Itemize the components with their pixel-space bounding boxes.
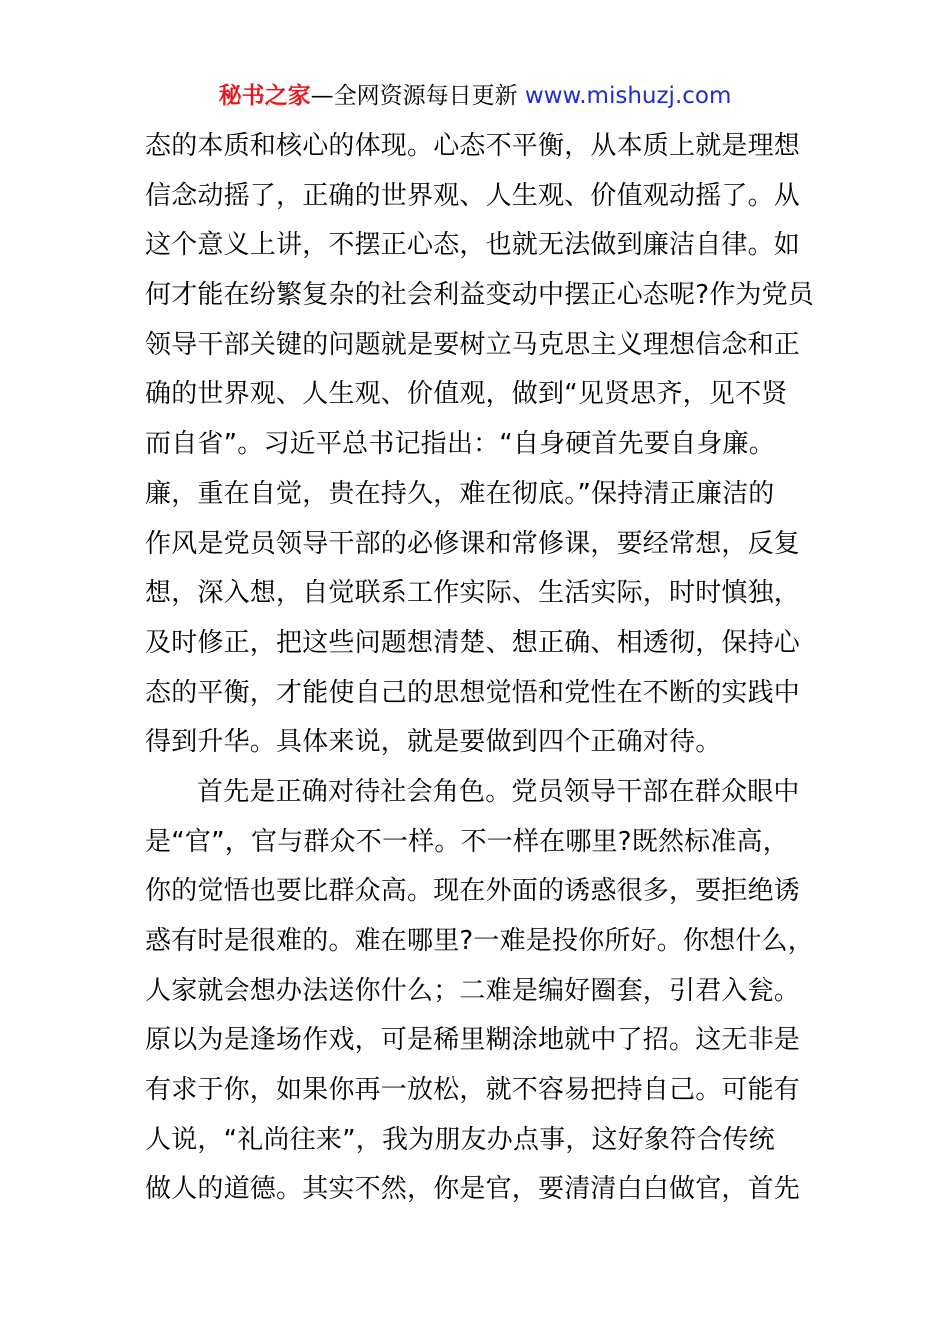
text-line: 人说，“礼尚往来”，我为朋友办点事，这好象符合传统 [145,1124,775,1155]
page-header [0,80,950,112]
brand-name: 秘书之家 [218,83,311,109]
paragraph [145,768,815,1215]
text-line-indented: 首先是正确对待社会角色。党员领导干部在群众眼中 [197,776,800,807]
text-line: 信念动摇了，正确的世界观、人生观、价值观动摇了。从 [145,180,801,211]
text-line: 确的世界观、人生观、价值观，做到“见贤思齐，见不贤 [145,379,788,410]
text-line: 作风是党员领导干部的必修课和常修课，要经常想，反复 [145,528,801,559]
text-line: 惑有时是很难的。难在哪里?一难是投你所好。你想什么， [145,926,815,956]
text-line: 有求于你，如果你再一放松，就不容易把持自己。可能有 [145,1075,801,1106]
paragraph [145,122,815,768]
document-body [145,122,815,1215]
text-line: 想，深入想，自觉联系工作实际、生活实际，时时慎独， [145,578,801,609]
text-line: 原以为是逢场作戏，可是稀里糊涂地就中了招。这无非是 [145,1025,801,1056]
text-line: 及时修正，把这些问题想清楚、想正确、相透彻，保持心 [145,627,801,658]
text-line: 廉，重在自觉，贵在持久，难在彻底。”保持清正廉洁的 [145,478,775,509]
text-line: 得到升华。具体来说，就是要做到四个正确对待。 [145,727,722,758]
text-line: 而自省”。习近平总书记指出：“自身硬首先要自身廉。 [145,429,775,460]
text-line: 这个意义上讲，不摆正心态，也就无法做到廉洁自律。如 [145,230,801,261]
text-line: 何才能在纷繁复杂的社会利益变动中摆正心态呢?作为党员 [145,280,815,311]
header-tagline: —全网资源每日更新 [310,83,518,109]
text-line: 领导干部关键的问题就是要树立马克思主义理想信念和正 [145,329,801,360]
text-line: 人家就会想办法送你什么；二难是编好圈套，引君入瓮。 [145,975,801,1006]
text-line: 态的平衡，才能使自己的思想觉悟和党性在不断的实践中 [145,677,801,708]
text-line: 是“官”，官与群众不一样。不一样在哪里?既然标准高， [145,826,789,857]
text-line: 态的本质和核心的体现。心态不平衡，从本质上就是理想 [145,131,801,161]
header-url-link[interactable]: www.mishuzj.com [524,83,732,109]
text-line: 做人的道德。其实不然，你是官，要清清白白做官，首先 [145,1174,801,1205]
text-line: 你的觉悟也要比群众高。现在外面的诱惑很多，要拒绝诱 [145,876,801,907]
